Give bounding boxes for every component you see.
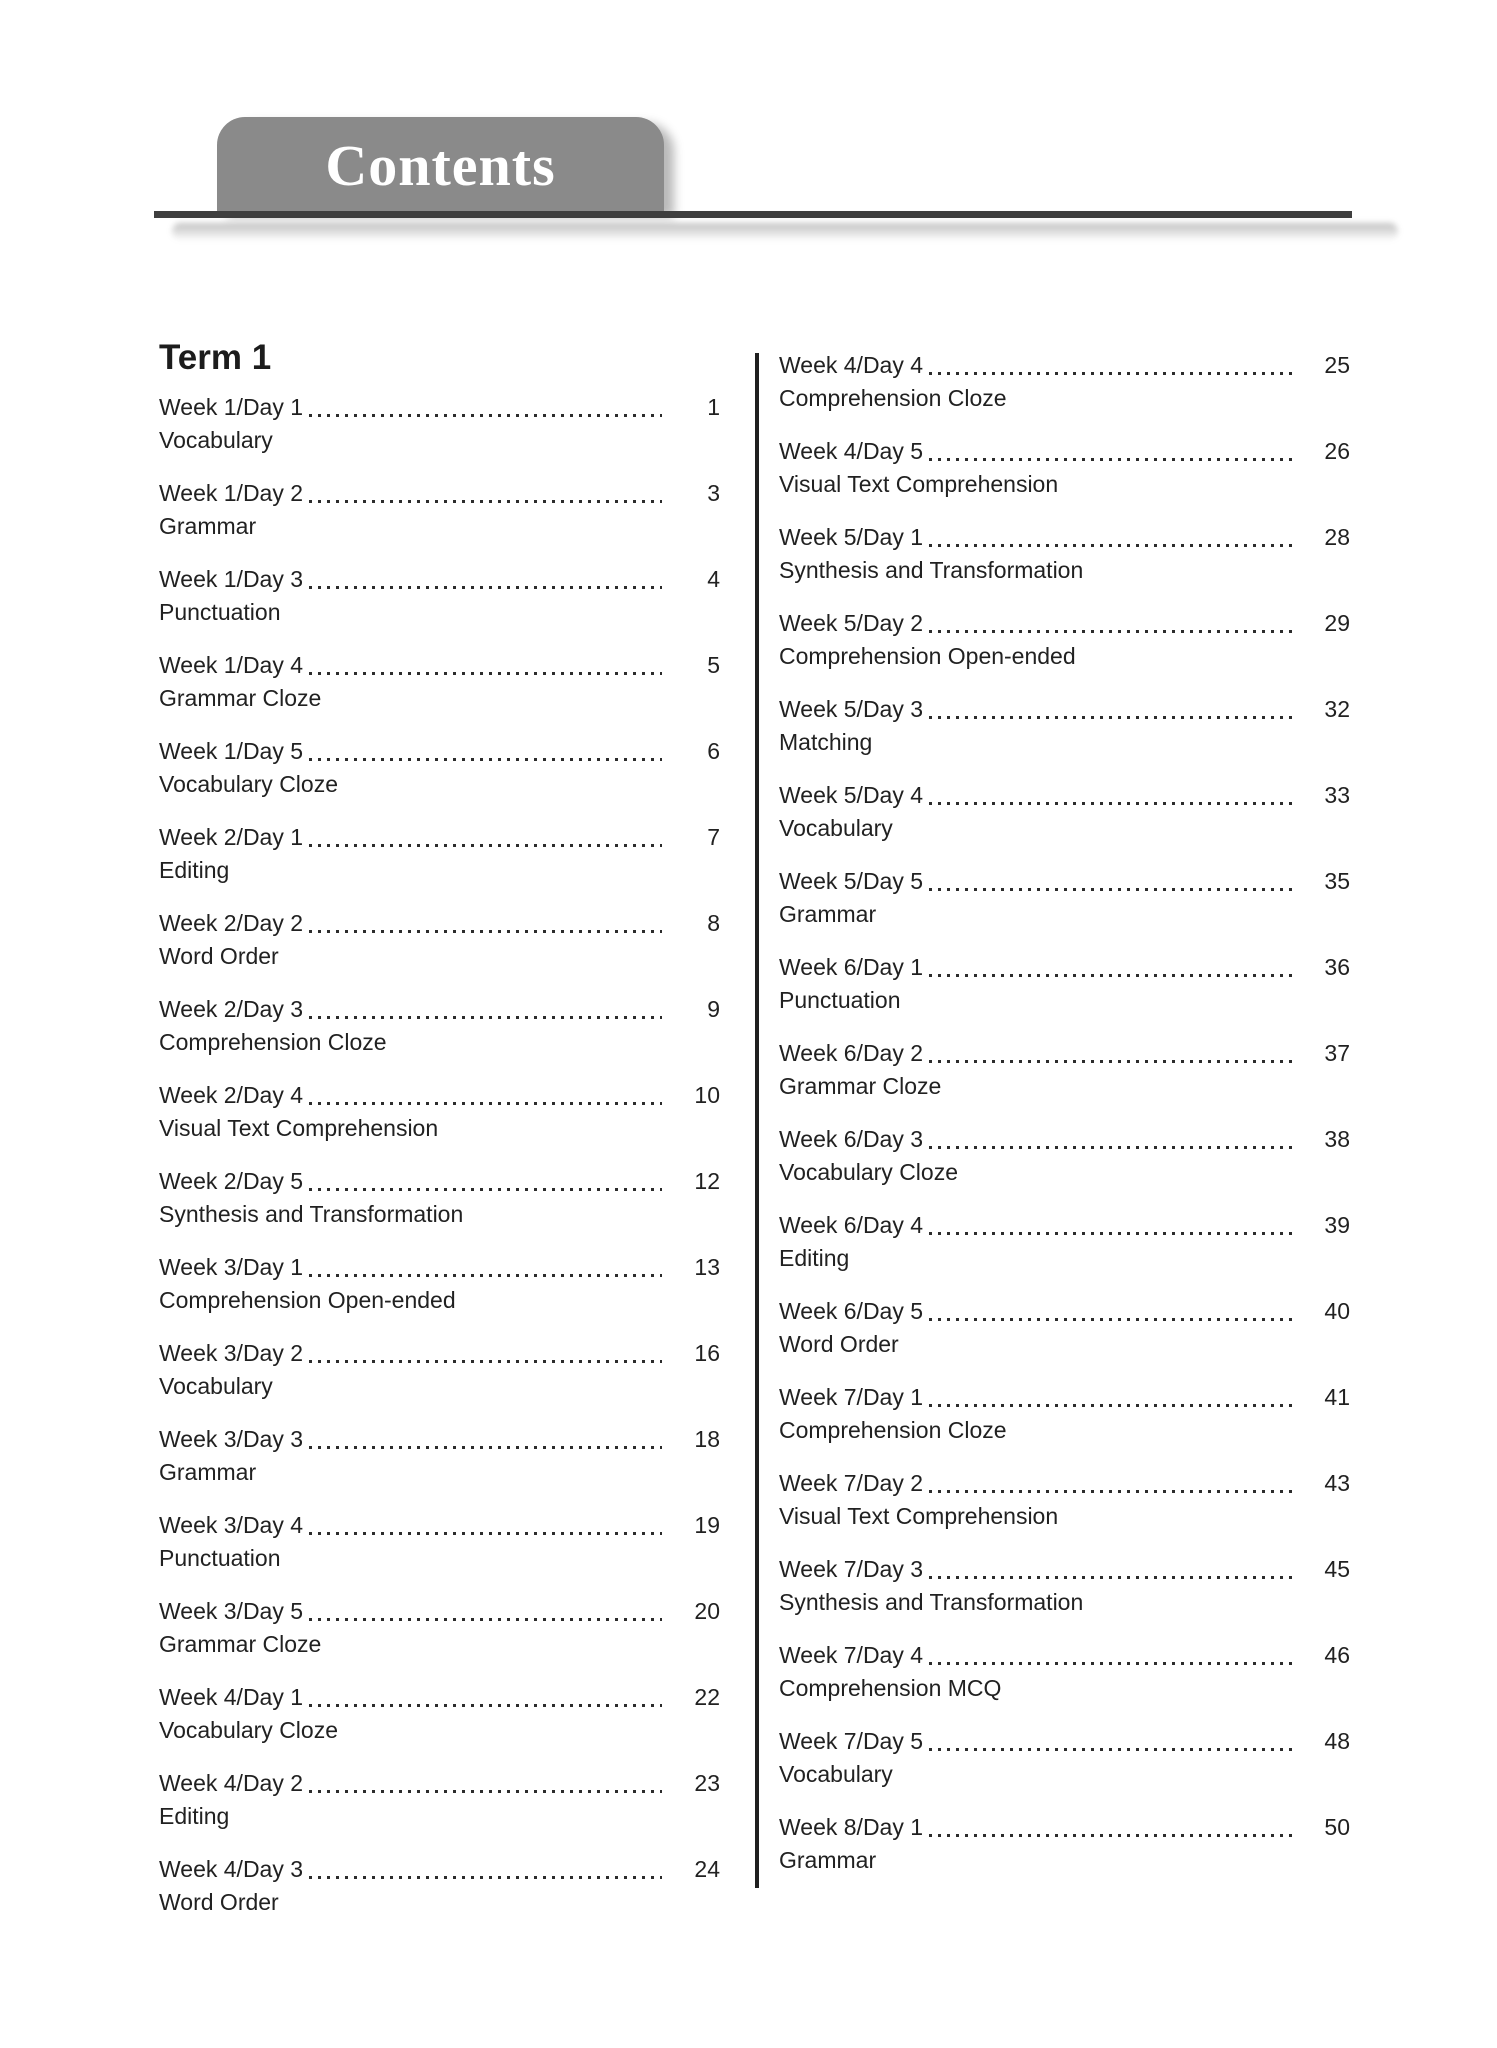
entry-title: Week 6/Day 1 <box>779 954 924 980</box>
entry-page-number: 32 <box>1324 696 1350 722</box>
contents-header-tab <box>217 117 664 211</box>
entry-subtitle: Word Order <box>779 1331 899 1357</box>
entry-page-number: 4 <box>707 566 720 592</box>
toc-entry <box>779 1468 1350 1532</box>
dot-leader <box>929 544 1292 547</box>
toc-entry <box>779 1038 1350 1102</box>
entry-page-number: 7 <box>707 824 720 850</box>
entry-page-number: 39 <box>1324 1212 1350 1238</box>
toc-entry <box>779 1124 1350 1188</box>
toc-entry-row <box>779 522 1350 553</box>
entry-title: Week 7/Day 1 <box>779 1384 924 1410</box>
toc-entry-row <box>779 1640 1350 1671</box>
toc-entry <box>159 564 720 628</box>
toc-entry-row <box>779 1812 1350 1843</box>
dot-leader <box>929 630 1292 633</box>
toc-entry-row <box>779 694 1350 725</box>
entry-subtitle: Comprehension MCQ <box>779 1675 1002 1701</box>
entry-title: Week 4/Day 2 <box>159 1770 304 1796</box>
entry-title: Week 5/Day 4 <box>779 782 924 808</box>
entry-subtitle: Grammar <box>159 1459 257 1485</box>
toc-entry-row <box>779 952 1350 983</box>
toc-entry <box>159 1424 720 1488</box>
entry-page-number: 41 <box>1324 1384 1350 1410</box>
term-heading: Term 1 <box>159 338 272 377</box>
entry-page-number: 48 <box>1324 1728 1350 1754</box>
entry-page-number: 6 <box>707 738 720 764</box>
dot-leader <box>309 586 662 589</box>
toc-entry-row <box>779 1726 1350 1757</box>
toc-entry <box>779 952 1350 1016</box>
toc-entry-row <box>159 1338 720 1369</box>
dot-leader <box>309 1446 662 1449</box>
entry-page-number: 37 <box>1324 1040 1350 1066</box>
dot-leader <box>309 1188 662 1191</box>
entry-subtitle: Vocabulary Cloze <box>779 1159 958 1185</box>
entry-page-number: 10 <box>694 1082 720 1108</box>
dot-leader <box>929 1662 1292 1665</box>
toc-entry <box>159 1166 720 1230</box>
entry-title: Week 2/Day 1 <box>159 824 304 850</box>
toc-entry-row <box>779 350 1350 381</box>
dot-leader <box>309 1016 662 1019</box>
dot-leader <box>929 1490 1292 1493</box>
dot-leader <box>309 930 662 933</box>
dot-leader <box>929 1748 1292 1751</box>
entry-subtitle: Visual Text Comprehension <box>779 1503 1059 1529</box>
dot-leader <box>309 672 662 675</box>
toc-entry <box>779 608 1350 672</box>
entry-page-number: 33 <box>1324 782 1350 808</box>
entry-title: Week 3/Day 5 <box>159 1598 304 1624</box>
entry-subtitle: Grammar <box>159 513 257 539</box>
entry-subtitle: Visual Text Comprehension <box>159 1115 439 1141</box>
entry-page-number: 43 <box>1324 1470 1350 1496</box>
entry-page-number: 28 <box>1324 524 1350 550</box>
toc-column-right <box>779 350 1350 1898</box>
toc-entry-row <box>779 866 1350 897</box>
entry-subtitle: Comprehension Cloze <box>779 1417 1007 1443</box>
toc-entry-row <box>159 1510 720 1541</box>
dot-leader <box>929 1146 1292 1149</box>
entry-subtitle: Comprehension Open-ended <box>159 1287 456 1313</box>
entry-title: Week 5/Day 1 <box>779 524 924 550</box>
toc-entry <box>779 1210 1350 1274</box>
toc-entry-row <box>159 1166 720 1197</box>
entry-title: Week 6/Day 2 <box>779 1040 924 1066</box>
entry-subtitle: Editing <box>779 1245 850 1271</box>
column-divider <box>755 353 759 1888</box>
entry-page-number: 22 <box>694 1684 720 1710</box>
entry-page-number: 26 <box>1324 438 1350 464</box>
toc-entry-row <box>779 1124 1350 1155</box>
dot-leader <box>309 1274 662 1277</box>
entry-title: Week 3/Day 3 <box>159 1426 304 1452</box>
entry-title: Week 1/Day 4 <box>159 652 304 678</box>
dot-leader <box>309 1360 662 1363</box>
entry-title: Week 5/Day 2 <box>779 610 924 636</box>
toc-entry <box>159 1768 720 1832</box>
entry-title: Week 1/Day 2 <box>159 480 304 506</box>
toc-entry <box>779 866 1350 930</box>
toc-entry-row <box>159 478 720 509</box>
entry-subtitle: Punctuation <box>159 1545 281 1571</box>
toc-entry <box>779 1296 1350 1360</box>
entry-title: Week 7/Day 4 <box>779 1642 924 1668</box>
entry-page-number: 36 <box>1324 954 1350 980</box>
toc-entry <box>159 1682 720 1746</box>
toc-entry-row <box>159 1854 720 1885</box>
toc-entry-row <box>779 1210 1350 1241</box>
entry-page-number: 35 <box>1324 868 1350 894</box>
toc-entry <box>779 1554 1350 1618</box>
toc-entry <box>159 736 720 800</box>
entry-subtitle: Vocabulary <box>779 815 893 841</box>
entry-title: Week 1/Day 3 <box>159 566 304 592</box>
entry-page-number: 16 <box>694 1340 720 1366</box>
entry-title: Week 4/Day 1 <box>159 1684 304 1710</box>
toc-entry-row <box>779 1038 1350 1069</box>
toc-entry <box>159 822 720 886</box>
entry-subtitle: Word Order <box>159 943 279 969</box>
entry-subtitle: Vocabulary <box>779 1761 893 1787</box>
entry-page-number: 13 <box>694 1254 720 1280</box>
entry-subtitle: Vocabulary <box>159 427 273 453</box>
dot-leader <box>309 1102 662 1105</box>
toc-entry-row <box>159 1080 720 1111</box>
entry-title: Week 1/Day 1 <box>159 394 304 420</box>
dot-leader <box>309 1618 662 1621</box>
toc-entry-row <box>159 564 720 595</box>
toc-entry <box>159 1596 720 1660</box>
entry-title: Week 6/Day 4 <box>779 1212 924 1238</box>
entry-page-number: 3 <box>707 480 720 506</box>
entry-page-number: 50 <box>1324 1814 1350 1840</box>
entry-page-number: 29 <box>1324 610 1350 636</box>
entry-page-number: 19 <box>694 1512 720 1538</box>
toc-entry-row <box>779 780 1350 811</box>
entry-title: Week 5/Day 3 <box>779 696 924 722</box>
toc-entry <box>159 994 720 1058</box>
toc-entry-row <box>159 650 720 681</box>
toc-entry <box>159 650 720 714</box>
toc-entry <box>159 1854 720 1918</box>
entry-page-number: 5 <box>707 652 720 678</box>
dot-leader <box>309 1790 662 1793</box>
dot-leader <box>929 1232 1292 1235</box>
entry-subtitle: Grammar Cloze <box>159 685 322 711</box>
entry-subtitle: Matching <box>779 729 873 755</box>
toc-entry-row <box>159 908 720 939</box>
toc-column-left <box>159 392 720 1940</box>
header-rule <box>154 211 1352 218</box>
entry-title: Week 2/Day 4 <box>159 1082 304 1108</box>
toc-entry <box>779 436 1350 500</box>
entry-subtitle: Punctuation <box>159 599 281 625</box>
toc-entry-row <box>159 1596 720 1627</box>
entry-subtitle: Comprehension Cloze <box>159 1029 387 1055</box>
dot-leader <box>929 974 1292 977</box>
entry-page-number: 1 <box>707 394 720 420</box>
entry-title: Week 6/Day 3 <box>779 1126 924 1152</box>
entry-subtitle: Vocabulary Cloze <box>159 771 338 797</box>
dot-leader <box>309 500 662 503</box>
toc-entry <box>779 780 1350 844</box>
toc-entry <box>779 1726 1350 1790</box>
dot-leader <box>929 1060 1292 1063</box>
entry-subtitle: Synthesis and Transformation <box>779 557 1084 583</box>
entry-page-number: 23 <box>694 1770 720 1796</box>
entry-title: Week 7/Day 2 <box>779 1470 924 1496</box>
dot-leader <box>929 802 1292 805</box>
entry-title: Week 7/Day 5 <box>779 1728 924 1754</box>
dot-leader <box>929 1318 1292 1321</box>
entry-subtitle: Comprehension Open-ended <box>779 643 1076 669</box>
entry-subtitle: Grammar Cloze <box>779 1073 942 1099</box>
toc-entry <box>779 1812 1350 1876</box>
toc-entry <box>779 522 1350 586</box>
entry-subtitle: Editing <box>159 1803 230 1829</box>
dot-leader <box>929 888 1292 891</box>
entry-title: Week 2/Day 2 <box>159 910 304 936</box>
toc-entry-row <box>159 1768 720 1799</box>
entry-title: Week 6/Day 5 <box>779 1298 924 1324</box>
entry-title: Week 2/Day 3 <box>159 996 304 1022</box>
entry-subtitle: Grammar <box>779 901 877 927</box>
toc-entry-row <box>779 1382 1350 1413</box>
entry-subtitle: Vocabulary Cloze <box>159 1717 338 1743</box>
entry-title: Week 4/Day 5 <box>779 438 924 464</box>
toc-entry-row <box>779 436 1350 467</box>
entry-title: Week 3/Day 4 <box>159 1512 304 1538</box>
toc-entry-row <box>779 608 1350 639</box>
entry-subtitle: Punctuation <box>779 987 901 1013</box>
toc-entry <box>779 350 1350 414</box>
page-title: Contents <box>325 133 556 198</box>
toc-entry-row <box>779 1468 1350 1499</box>
toc-entry-row <box>159 736 720 767</box>
entry-page-number: 9 <box>707 996 720 1022</box>
entry-subtitle: Vocabulary <box>159 1373 273 1399</box>
entry-page-number: 24 <box>694 1856 720 1882</box>
entry-subtitle: Synthesis and Transformation <box>159 1201 464 1227</box>
entry-title: Week 4/Day 4 <box>779 352 924 378</box>
entry-subtitle: Comprehension Cloze <box>779 385 1007 411</box>
dot-leader <box>309 1876 662 1879</box>
toc-entry-row <box>779 1296 1350 1327</box>
entry-subtitle: Visual Text Comprehension <box>779 471 1059 497</box>
entry-title: Week 3/Day 1 <box>159 1254 304 1280</box>
toc-entry <box>159 1080 720 1144</box>
entry-page-number: 20 <box>694 1598 720 1624</box>
dot-leader <box>309 758 662 761</box>
toc-entry <box>779 1382 1350 1446</box>
toc-entry <box>159 1510 720 1574</box>
entry-title: Week 1/Day 5 <box>159 738 304 764</box>
entry-page-number: 45 <box>1324 1556 1350 1582</box>
toc-entry-row <box>159 1252 720 1283</box>
dot-leader <box>309 1532 662 1535</box>
entry-page-number: 40 <box>1324 1298 1350 1324</box>
toc-entry <box>159 1338 720 1402</box>
entry-subtitle: Grammar Cloze <box>159 1631 322 1657</box>
toc-entry <box>159 908 720 972</box>
toc-entry <box>779 1640 1350 1704</box>
entry-title: Week 7/Day 3 <box>779 1556 924 1582</box>
dot-leader <box>309 414 662 417</box>
toc-entry-row <box>159 822 720 853</box>
entry-page-number: 12 <box>694 1168 720 1194</box>
header-rule-shadow <box>172 223 1398 240</box>
toc-entry <box>159 1252 720 1316</box>
dot-leader <box>929 716 1292 719</box>
dot-leader <box>929 458 1292 461</box>
entry-title: Week 2/Day 5 <box>159 1168 304 1194</box>
entry-page-number: 46 <box>1324 1642 1350 1668</box>
entry-page-number: 8 <box>707 910 720 936</box>
dot-leader <box>309 844 662 847</box>
dot-leader <box>309 1704 662 1707</box>
entry-title: Week 5/Day 5 <box>779 868 924 894</box>
entry-page-number: 38 <box>1324 1126 1350 1152</box>
toc-entry-row <box>779 1554 1350 1585</box>
toc-entry-row <box>159 1682 720 1713</box>
entry-page-number: 18 <box>694 1426 720 1452</box>
entry-page-number: 25 <box>1324 352 1350 378</box>
dot-leader <box>929 372 1292 375</box>
entry-subtitle: Editing <box>159 857 230 883</box>
entry-title: Week 3/Day 2 <box>159 1340 304 1366</box>
toc-entry-row <box>159 392 720 423</box>
dot-leader <box>929 1576 1292 1579</box>
entry-subtitle: Grammar <box>779 1847 877 1873</box>
entry-title: Week 4/Day 3 <box>159 1856 304 1882</box>
toc-entry <box>779 694 1350 758</box>
toc-entry <box>159 392 720 456</box>
entry-title: Week 8/Day 1 <box>779 1814 924 1840</box>
dot-leader <box>929 1404 1292 1407</box>
toc-entry-row <box>159 994 720 1025</box>
toc-entry-row <box>159 1424 720 1455</box>
toc-entry <box>159 478 720 542</box>
dot-leader <box>929 1834 1292 1837</box>
entry-subtitle: Synthesis and Transformation <box>779 1589 1084 1615</box>
entry-subtitle: Word Order <box>159 1889 279 1915</box>
